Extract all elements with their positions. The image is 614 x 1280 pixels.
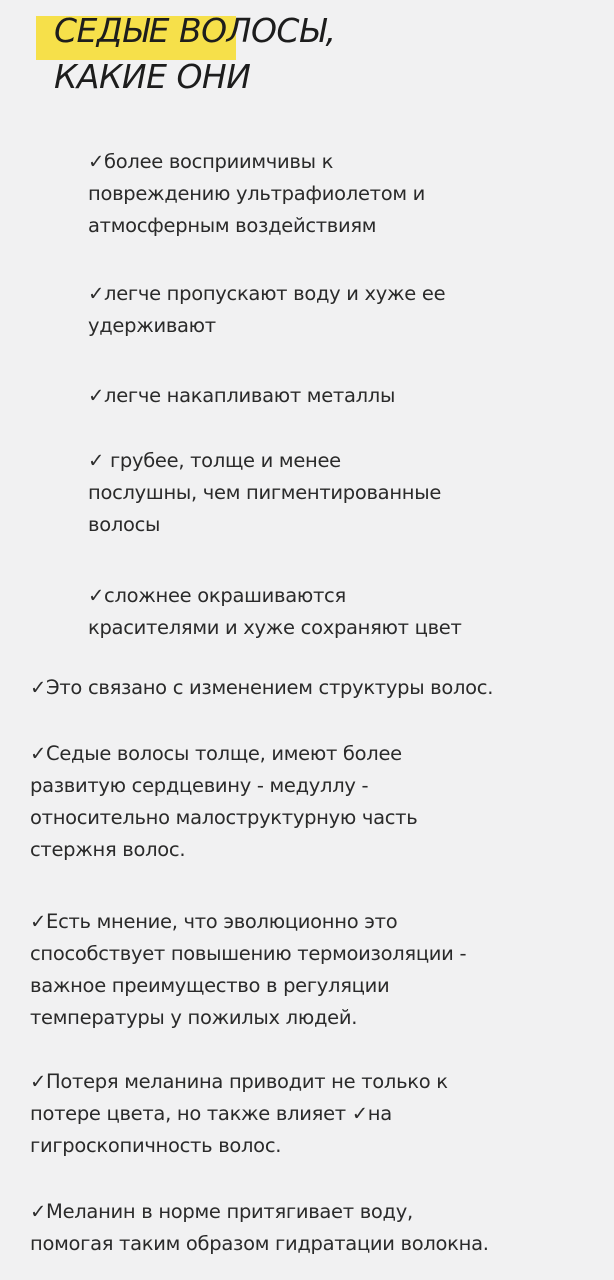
list-item <box>88 380 395 412</box>
item-text-line: стержня волос. <box>30 838 186 861</box>
list-item <box>88 445 441 541</box>
item-text-line: удерживают <box>88 314 216 337</box>
item-text-line: помогая таким образом гидратации волокна. <box>30 1232 489 1255</box>
item-text-line: гигроскопичность волос. <box>30 1134 282 1157</box>
checkmark-icon: ✓ <box>88 150 105 173</box>
item-text-line: важное преимущество в регуляции <box>30 974 390 997</box>
item-text-line: ✓Это связано с изменением структуры волос. <box>30 676 494 699</box>
checkmark-icon: ✓ <box>88 282 105 305</box>
item-text-line: повреждению ультрафиолетом и <box>88 182 426 205</box>
checkmark-icon: ✓ <box>30 742 47 765</box>
item-text-line: ✓Есть мнение, что эволюционно это <box>30 910 398 933</box>
list-item <box>30 738 417 866</box>
item-text-line: ✓Потеря меланина приводит не только к <box>30 1070 448 1093</box>
item-text-line: ✓легче пропускают воду и хуже ее <box>88 282 446 305</box>
checkmark-icon: ✓ <box>88 584 105 607</box>
checkmark-icon: ✓ <box>30 1200 47 1223</box>
checkmark-icon: ✓ <box>30 910 47 933</box>
checkmark-icon: ✓ <box>88 384 105 407</box>
title-line-1: СЕДЫЕ ВОЛОСЫ, <box>54 11 336 50</box>
item-text-line: ✓более восприимчивы к <box>88 150 334 173</box>
list-item <box>30 1066 448 1162</box>
list-item <box>30 906 466 1034</box>
item-text-line: послушны, чем пигментированные <box>88 481 442 504</box>
list-item <box>88 580 462 644</box>
checkmark-icon: ✓ <box>88 449 105 472</box>
list-item <box>88 146 425 242</box>
item-text-line: красителями и хуже сохраняют цвет <box>88 616 462 639</box>
item-text-line: ✓легче накапливают металлы <box>88 384 396 407</box>
checkmark-icon: ✓ <box>30 676 47 699</box>
item-text-line: атмосферным воздействиям <box>88 214 377 237</box>
page-title <box>36 8 596 100</box>
item-text-line: ✓ грубее, толще и менее <box>88 449 341 472</box>
item-text-line: ✓Седые волосы толще, имеют более <box>30 742 402 765</box>
list-item <box>88 278 445 342</box>
item-text-line: ✓сложнее окрашиваются <box>88 584 346 607</box>
checkmark-icon: ✓ <box>351 1102 368 1125</box>
checkmark-icon: ✓ <box>30 1070 47 1093</box>
item-text-line: способствует повышению термоизоляции - <box>30 942 467 965</box>
item-text-line: потере цвета, но также влияет ✓на <box>30 1102 392 1125</box>
item-text-line: волосы <box>88 513 161 536</box>
item-text-line: относительно малоструктурную часть <box>30 806 418 829</box>
item-text-line: развитую сердцевину - медуллу - <box>30 774 369 797</box>
list-item <box>30 672 493 704</box>
list-item <box>30 1196 489 1260</box>
item-text-line: температуры у пожилых людей. <box>30 1006 358 1029</box>
title-line-2: КАКИЕ ОНИ <box>54 57 251 96</box>
item-text-line: ✓Меланин в норме притягивает воду, <box>30 1200 413 1223</box>
